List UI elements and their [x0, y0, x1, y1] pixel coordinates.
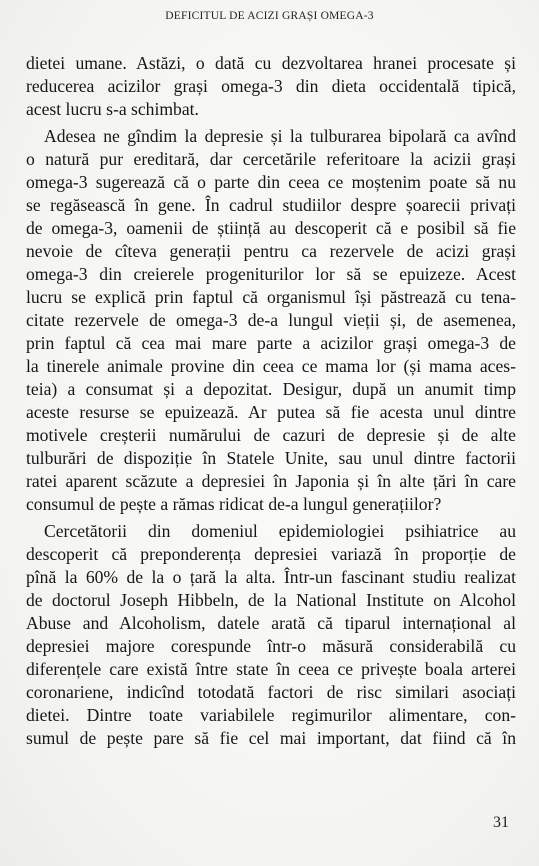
- text-line: motivele creșterii numărului de cazuri de depresie și de alte: [26, 425, 516, 445]
- text-line: o natură pur ereditară, dar cercetările referitoare la acizii grași: [26, 149, 516, 169]
- text-line: Adesea ne gîndim la depresie și la tulburarea bipolară ca avînd: [44, 126, 516, 146]
- paragraph-3: [26, 520, 516, 750]
- text-line: omega-3 din creierele progeniturilor lor să se epuizeze. Acest: [26, 264, 516, 284]
- text-line: Abuse and Alcoholism, datele arată că tiparul internațional al: [26, 613, 516, 633]
- text-line: coronariene, indicînd totodată factori de risc similari asociați: [26, 682, 516, 702]
- text-line: ratei aparent scăzute a depresiei în Japonia și în alte țări în care: [26, 471, 516, 491]
- text-line: sumul de pește pare să fie cel mai important, dat fiind că în: [26, 728, 516, 748]
- text-line: reducerea acizilor grași omega-3 din dieta occidentală tipică,: [26, 76, 516, 96]
- text-line: diferențele care există între state în ceea ce privește boala arterei: [26, 659, 516, 679]
- text-line: Cercetătorii din domeniul epidemiologiei psihiatrice au: [44, 521, 516, 541]
- text-line: pînă la 60% de la o țară la alta. Într-un fascinant studiu realizat: [26, 567, 516, 587]
- text-line: aceste resurse se epuizează. Ar putea să fie acesta unul dintre: [26, 402, 516, 422]
- text-line: tulburări de dispoziție în Statele Unite, sau unul dintre factorii: [26, 448, 516, 468]
- text-line: consumul de pește a rămas ridicat de-a lungul generațiilor?: [26, 494, 442, 514]
- text-line: la tinerele animale provine din ceea ce mama lor (și mama aces-: [26, 356, 516, 376]
- text-line: nevoie de cîteva generații pentru ca rezervele de acizi grași: [26, 241, 516, 261]
- text-line: citate rezervele de omega-3 de-a lungul vieții și, de asemenea,: [26, 310, 516, 330]
- paragraph-2: [26, 125, 516, 516]
- text-line: prin faptul că cea mai mare parte a acizilor grași omega-3 de: [26, 333, 516, 353]
- page-number: 31: [493, 814, 509, 831]
- body-text: [26, 52, 516, 750]
- text-line: descoperit că preponderența depresiei variază în proporție de: [26, 544, 516, 564]
- text-line: acest lucru s-a schimbat.: [26, 99, 199, 119]
- paragraph-1: [26, 52, 516, 121]
- text-line: depresiei majore corespunde într-o măsură considerabilă cu: [26, 636, 516, 656]
- text-line: lucru se explică prin faptul că organismul își păstrează cu tena-: [26, 287, 516, 307]
- text-line: de omega-3, oamenii de știință au descoperit că e posibil să fie: [26, 218, 516, 238]
- text-line: omega-3 sugerează că o parte din ceea ce moștenim poate să nu: [26, 172, 516, 192]
- text-line: dietei umane. Astăzi, o dată cu dezvoltarea hranei procesate și: [26, 53, 516, 73]
- text-line: de doctorul Joseph Hibbeln, de la National Institute on Alcohol: [26, 590, 516, 610]
- text-line: teia) a consumat și a depozitat. Desigur, după un anumit timp: [26, 379, 516, 399]
- running-head: DEFICITUL DE ACIZI GRAȘI OMEGA-3: [165, 10, 374, 22]
- text-line: se regăsească în gene. În cadrul studiilor despre șoarecii privați: [26, 195, 516, 215]
- text-line: dietei. Dintre toate variabilele regimurilor alimentare, con-: [26, 705, 516, 725]
